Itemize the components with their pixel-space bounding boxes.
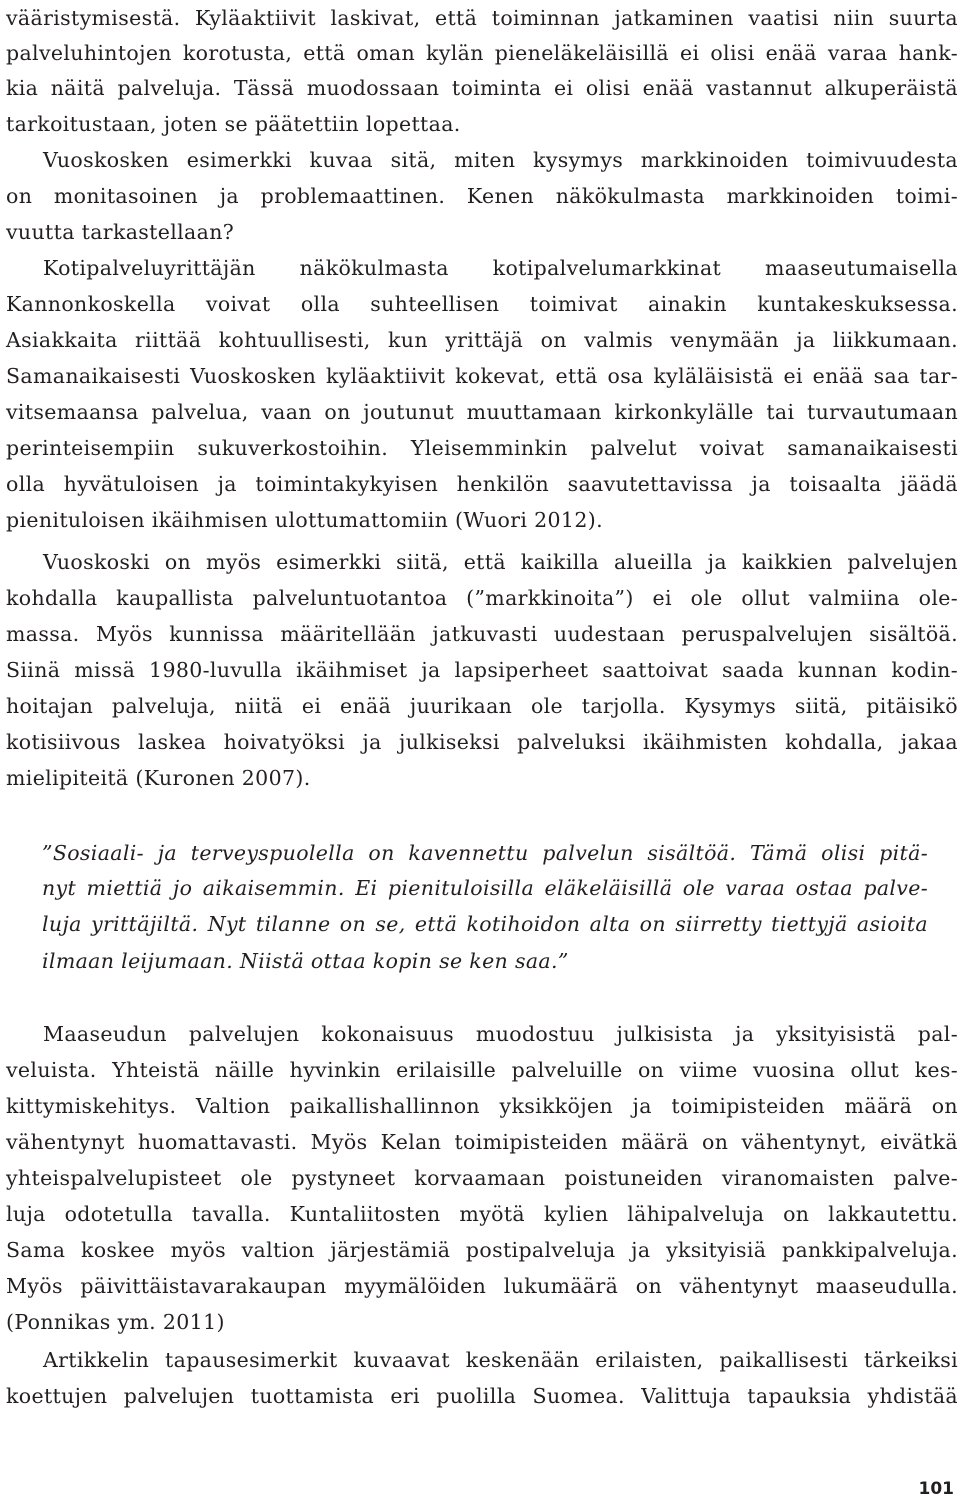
quote-line: ilmaan leijumaan. Niistä ottaa kopin se ken saa.” bbox=[42, 949, 569, 973]
text-line: olla hyvätuloisen ja toimintakykyisen henkilön saavutettavissa ja toisaalta jäädä bbox=[6, 472, 958, 496]
text-line: Samanaikaisesti Vuoskosken kyläaktiivit kokevat, että osa kyläläisistä ei enää saa tar- bbox=[6, 364, 958, 388]
text-line: yhteispalvelupisteet ole pystyneet korvaamaan poistuneiden viranomaisten palve- bbox=[6, 1166, 958, 1190]
text-line: kittymiskehitys. Valtion paikallishallinnon yksikköjen ja toimipisteiden määrä on bbox=[6, 1094, 958, 1118]
paragraph-first-line: Maaseudun palvelujen kokonaisuus muodostuu julkisista ja yksityisistä pal- bbox=[43, 1022, 958, 1046]
quote-line: luja yrittäjiltä. Nyt tilanne on se, että kotihoidon alta on siirretty tiettyjä asioita bbox=[42, 912, 928, 936]
text-line: vähentynyt huomattavasti. Myös Kelan toimipisteiden määrä on vähentynyt, eivätkä bbox=[6, 1130, 958, 1154]
text-line: on monitasoinen ja problemaattinen. Kenen näkökulmasta markkinoiden toimi- bbox=[6, 184, 958, 208]
text-line: Myös päivittäistavarakaupan myymälöiden lukumäärä on vähentynyt maaseudulla. bbox=[6, 1274, 958, 1298]
text-line: luja odotetulla tavalla. Kuntaliitosten myötä kylien lähipalveluja on lakkautettu. bbox=[6, 1202, 958, 1226]
text-line: vuutta tarkastellaan? bbox=[6, 220, 235, 244]
text-line: palveluhintojen korotusta, että oman kylän pieneläkeläisillä ei olisi enää varaa hank- bbox=[6, 41, 958, 65]
text-line: koettujen palvelujen tuottamista eri puolilla Suomea. Valittuja tapauksia yhdistää bbox=[6, 1384, 958, 1408]
text-line: massa. Myös kunnissa määritellään jatkuvasti uudestaan peruspalvelujen sisältöä. bbox=[6, 622, 958, 646]
text-line: Sama koskee myös valtion järjestämiä postipalveluja ja yksityisiä pankkipalveluja. bbox=[6, 1238, 958, 1262]
text-line: Siinä missä 1980-luvulla ikäihmiset ja lapsiperheet saattoivat saada kunnan kodin- bbox=[6, 658, 958, 682]
text-line: kohdalla kaupallista palveluntuotantoa (”markkinoita”) ei ole ollut valmiina ole- bbox=[6, 586, 958, 610]
quote-line: nyt miettiä jo aikaisemmin. Ei pienituloisilla eläkeläisillä ole varaa ostaa palve- bbox=[42, 876, 928, 900]
paragraph-first-line: Vuoskoski on myös esimerkki siitä, että kaikilla alueilla ja kaikkien palvelujen bbox=[43, 550, 958, 574]
text-line: Asiakkaita riittää kohtuullisesti, kun yrittäjä on valmis venymään ja liikkumaan. bbox=[6, 328, 958, 352]
text-line: vääristymisestä. Kyläaktiivit laskivat, että toiminnan jatkaminen vaatisi niin suurta bbox=[6, 6, 958, 30]
text-line: kotisiivous laskea hoivatyöksi ja julkiseksi palveluksi ikäihmisten kohdalla, jakaa bbox=[6, 730, 958, 754]
text-line: veluista. Yhteistä näille hyvinkin erilaisille palveluille on viime vuosina ollut kes- bbox=[6, 1058, 958, 1082]
text-line: kia näitä palveluja. Tässä muodossaan toiminta ei olisi enää vastannut alkuperäistä bbox=[6, 76, 958, 100]
paragraph-first-line: Artikkelin tapausesimerkit kuvaavat keskenään erilaisten, paikallisesti tärkeiksi bbox=[43, 1348, 958, 1372]
text-line: pienituloisen ikäihmisen ulottumattomiin (Wuori 2012). bbox=[6, 508, 603, 532]
text-line: hoitajan palveluja, niitä ei enää juurikaan ole tarjolla. Kysymys siitä, pitäisikö bbox=[6, 694, 958, 718]
text-line: mielipiteitä (Kuronen 2007). bbox=[6, 766, 311, 790]
text-line: vitsemaansa palvelua, vaan on joutunut muuttamaan kirkonkylälle tai turvautumaan bbox=[6, 400, 958, 424]
quote-line: ”Sosiaali- ja terveyspuolella on kavennettu palvelun sisältöä. Tämä olisi pitä- bbox=[42, 841, 928, 865]
text-line: Kannonkoskella voivat olla suhteellisen toimivat ainakin kuntakeskuksessa. bbox=[6, 292, 958, 316]
text-line: perinteisempiin sukuverkostoihin. Yleisemminkin palvelut voivat samanaikaisesti bbox=[6, 436, 958, 460]
text-line: (Ponnikas ym. 2011) bbox=[6, 1310, 225, 1334]
text-line: tarkoitustaan, joten se päätettiin lopettaa. bbox=[6, 112, 461, 136]
paragraph-first-line: Kotipalveluyrittäjän näkökulmasta kotipalvelumarkkinat maaseutumaisella bbox=[43, 256, 958, 280]
paragraph-first-line: Vuoskosken esimerkki kuvaa sitä, miten kysymys markkinoiden toimivuudesta bbox=[43, 148, 958, 172]
page-number: 101 bbox=[918, 1479, 954, 1499]
